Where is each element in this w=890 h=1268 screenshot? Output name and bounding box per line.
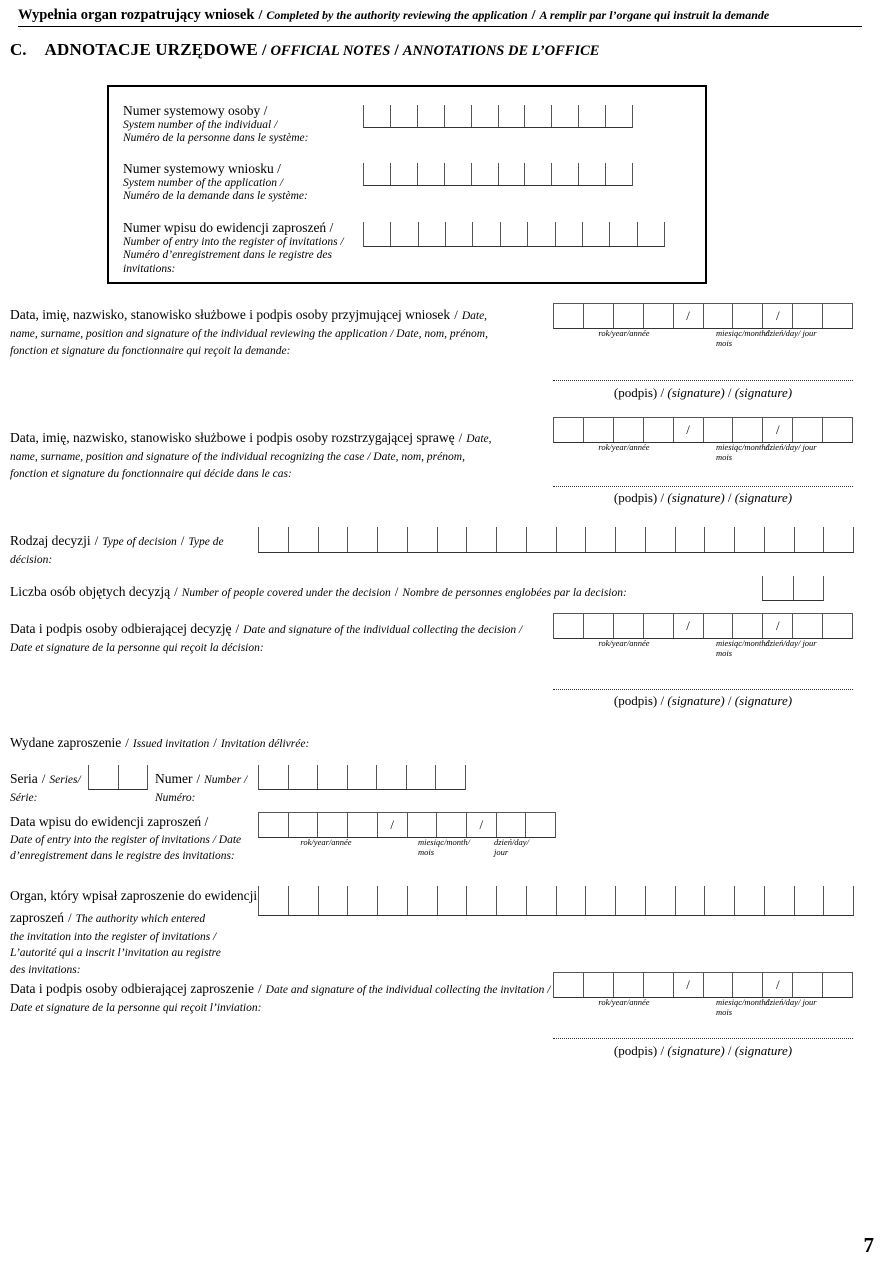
label-text-en: Date and signature of the individual collecting the decision / (243, 624, 523, 636)
invitation-collector-label (10, 977, 555, 1017)
signature-separator-1: / (660, 490, 665, 505)
page-title (10, 40, 599, 60)
date-year-cell[interactable] (614, 304, 644, 328)
input-cell[interactable] (579, 163, 606, 185)
date-day-cell[interactable] (793, 304, 823, 328)
label-line-2: Série: (10, 792, 38, 805)
date-year-cell[interactable] (614, 418, 644, 442)
label-line-fr-2: invitations: (123, 263, 176, 276)
label-line-1 (10, 977, 555, 1000)
signature-label-pl: (podpis) (613, 490, 658, 505)
input-cell[interactable] (418, 105, 445, 127)
input-cell[interactable] (364, 105, 391, 127)
input-cell[interactable] (824, 886, 853, 915)
label-separator: / (454, 307, 458, 322)
section-title-en: OFFICIAL NOTES (270, 43, 391, 59)
signature-label-fr: (signature) (734, 385, 793, 400)
register-date-input[interactable] (258, 812, 556, 838)
date-year-cell[interactable] (644, 614, 674, 638)
decision-type-input[interactable] (258, 527, 854, 553)
input-cell[interactable] (795, 527, 825, 552)
section-separator-1: / (261, 42, 267, 59)
input-cell[interactable] (391, 163, 418, 185)
date-month-cell[interactable] (733, 418, 763, 442)
input-cell[interactable] (646, 527, 676, 552)
date-caption-month: miesiąc/month/ mois (716, 638, 768, 658)
label-line-pl: Numer wpisu do ewidencji zaproszeń / (123, 220, 334, 235)
label-line-fr: Numéro de la personne dans le système: (123, 132, 309, 145)
label-text-fr: Type de (188, 536, 224, 548)
label-separator: / (458, 430, 463, 445)
section-separator-2: / (394, 42, 399, 59)
input-cell[interactable] (348, 765, 378, 789)
input-cell[interactable] (795, 886, 825, 915)
label-text-en: Series/ (49, 774, 81, 786)
series-input[interactable] (88, 765, 148, 790)
invitation-collector-date-group (553, 972, 853, 1024)
date-month-cell[interactable] (408, 813, 438, 837)
date-year-cell[interactable] (644, 973, 674, 997)
label-line-1 (155, 767, 265, 790)
label-separator-1: / (94, 533, 99, 548)
label-line-2 (10, 906, 260, 929)
input-cell[interactable] (438, 527, 468, 552)
input-cell[interactable] (552, 163, 579, 185)
input-cell[interactable] (259, 886, 289, 915)
input-cell[interactable] (378, 886, 408, 915)
label-separator-1: / (174, 584, 178, 599)
label-line-2: décision: (10, 554, 53, 567)
label-line-1 (10, 529, 260, 552)
deciding-officer-signature-line[interactable] (553, 486, 853, 487)
label-line-1: Organ, który wpisał zaproszenie do ewidencji (10, 888, 258, 903)
date-caption-day: dzień/day/ jour (765, 442, 817, 452)
date-captions (258, 838, 556, 864)
date-year-cell[interactable] (614, 614, 644, 638)
signature-label-fr: (signature) (734, 693, 793, 708)
date-caption-year: rok/year/année (598, 328, 650, 338)
issuing-authority-label (10, 886, 260, 979)
header-label-pl: Wypełnia organ rozpatrujący wniosek (18, 7, 255, 23)
input-cell[interactable] (289, 765, 319, 789)
page-number: 7 (863, 1233, 874, 1257)
decision-collector-label (10, 617, 555, 657)
system-numbers-box (107, 85, 707, 284)
label-separator-1: / (196, 771, 201, 786)
date-separator-slash: / (763, 418, 793, 442)
label-separator: / (235, 621, 240, 636)
input-cell[interactable] (556, 222, 583, 246)
input-cell[interactable] (364, 222, 391, 246)
input-cell[interactable] (557, 527, 587, 552)
input-cell[interactable] (676, 527, 706, 552)
label-text-pl: Data, imię, nazwisko, stanowisko służbowe i podpis osoby przyjmującej wniosek (10, 307, 451, 322)
label-text-pl: zaproszeń (10, 909, 64, 925)
label-line-2: Date et signature de la personne qui reçoit l’inviation: (10, 1002, 262, 1015)
label-line-3: fonction et signature du fonctionnaire qui reçoit la demande: (10, 344, 291, 357)
input-cell[interactable] (348, 886, 378, 915)
date-year-cell[interactable] (584, 304, 614, 328)
input-cell[interactable] (436, 765, 465, 789)
label-line-en: Number of entry into the register of invitations / (123, 235, 344, 248)
date-separator-slash: / (467, 813, 497, 837)
label-line-5: des invitations: (10, 964, 81, 977)
date-captions (553, 443, 853, 469)
deciding-officer-date-group (553, 417, 853, 469)
label-text-pl: Wydane zaproszenie (10, 735, 122, 750)
label-line-fr: Numéro de la demande dans le système: (123, 190, 308, 203)
signature-label-en: (signature) (667, 1043, 725, 1058)
section-letter: C. (10, 40, 27, 59)
system-number-application-label (123, 161, 363, 204)
label-line-3: the invitation into the register of invitations / (10, 930, 217, 943)
label-separator-2: / (213, 735, 217, 750)
input-cell[interactable] (467, 527, 497, 552)
input-cell[interactable] (616, 886, 646, 915)
header-separator-2: / (531, 8, 536, 23)
date-captions (553, 329, 853, 355)
date-month-cell[interactable] (704, 304, 734, 328)
receiving-officer-date-input[interactable] (553, 303, 853, 329)
input-cell[interactable] (259, 527, 289, 552)
input-cell[interactable] (586, 527, 616, 552)
date-year-cell[interactable] (644, 418, 674, 442)
input-cell[interactable] (497, 886, 527, 915)
signature-label-en: (signature) (667, 490, 725, 505)
date-year-cell[interactable] (348, 813, 378, 837)
label-separator: / (258, 981, 262, 996)
invitation-collector-signature-line[interactable] (553, 1038, 853, 1039)
date-month-cell[interactable] (733, 973, 763, 997)
input-cell[interactable] (586, 886, 616, 915)
date-caption-year: rok/year/année (598, 442, 650, 452)
invitation-number-label (155, 767, 265, 807)
signature-separator-1: / (660, 1043, 665, 1058)
signature-separator-2: / (727, 693, 732, 708)
input-cell[interactable] (579, 105, 606, 127)
input-cell[interactable] (705, 886, 735, 915)
label-line-1: Data wpisu do ewidencji zaproszeń / (10, 814, 209, 829)
label-line-pl: Numer systemowy wniosku / (123, 161, 281, 176)
label-text-fr: Invitation délivrée: (220, 738, 310, 750)
input-cell[interactable] (408, 527, 438, 552)
input-cell[interactable] (445, 163, 472, 185)
invitation-collector-signature-caption (553, 1043, 853, 1059)
deciding-officer-signature-caption (553, 490, 853, 506)
section-title-fr: ANNOTATIONS DE L’OFFICE (402, 43, 600, 59)
date-year-cell[interactable] (614, 973, 644, 997)
label-separator-1: / (41, 771, 46, 786)
date-separator-slash: / (378, 813, 408, 837)
input-cell[interactable] (348, 527, 378, 552)
label-line-1 (10, 731, 610, 754)
date-separator-slash: / (674, 973, 704, 997)
date-year-cell[interactable] (554, 614, 584, 638)
input-cell[interactable] (610, 222, 637, 246)
label-separator-2: / (180, 533, 185, 548)
date-year-cell[interactable] (584, 418, 614, 442)
input-cell[interactable] (525, 105, 552, 127)
input-cell[interactable] (824, 527, 853, 552)
date-caption-year: rok/year/année (300, 837, 352, 847)
input-cell[interactable] (638, 222, 664, 246)
signature-label-pl: (podpis) (613, 385, 658, 400)
date-year-cell[interactable] (554, 418, 584, 442)
input-cell[interactable] (583, 222, 610, 246)
label-text-en: Issued invitation (132, 738, 210, 750)
header-label-fr: A remplir par l’organe qui instruit la demande (539, 8, 770, 22)
date-month-cell[interactable] (733, 304, 763, 328)
input-cell[interactable] (472, 105, 499, 127)
date-separator-slash: / (763, 304, 793, 328)
input-cell[interactable] (438, 886, 468, 915)
date-year-cell[interactable] (584, 973, 614, 997)
signature-label-pl: (podpis) (613, 1043, 658, 1058)
receiving-officer-label (10, 303, 550, 360)
signature-separator-1: / (660, 693, 665, 708)
label-line-en: System number of the application / (123, 176, 284, 189)
label-line-1 (10, 426, 550, 449)
input-cell[interactable] (499, 105, 526, 127)
label-text-fr: Nombre de personnes englobées par la decision: (402, 587, 627, 599)
label-line-2: Date et signature de la personne qui reçoit la décision: (10, 642, 264, 655)
decision-collector-signature-line[interactable] (553, 689, 853, 690)
input-cell[interactable] (557, 886, 587, 915)
signature-label-pl: (podpis) (613, 693, 658, 708)
input-cell[interactable] (391, 105, 418, 127)
input-cell[interactable] (525, 163, 552, 185)
label-text-pl: Liczba osób objętych decyzją (10, 584, 171, 599)
date-day-cell[interactable] (823, 304, 852, 328)
signature-separator-2: / (727, 385, 732, 400)
label-text-en: Number / (204, 774, 248, 786)
input-cell[interactable] (289, 886, 319, 915)
input-cell[interactable] (527, 527, 557, 552)
date-captions (553, 639, 853, 665)
input-cell[interactable] (378, 527, 408, 552)
input-cell[interactable] (606, 105, 632, 127)
date-month-cell[interactable] (733, 614, 763, 638)
header-separator-1: / (258, 8, 263, 23)
people-count-input[interactable] (762, 576, 824, 601)
input-cell[interactable] (419, 222, 446, 246)
input-cell[interactable] (765, 886, 795, 915)
date-caption-day: dzień/day/ jour (765, 997, 817, 1007)
date-year-cell[interactable] (554, 304, 584, 328)
input-cell[interactable] (408, 886, 438, 915)
date-caption-year: rok/year/année (598, 997, 650, 1007)
date-day-cell[interactable] (497, 813, 527, 837)
input-cell[interactable] (763, 576, 794, 600)
input-cell[interactable] (735, 527, 765, 552)
date-day-cell[interactable] (793, 973, 823, 997)
input-cell[interactable] (472, 163, 499, 185)
date-year-cell[interactable] (644, 304, 674, 328)
label-text-en: The authority which entered (75, 912, 206, 925)
label-line-1 (10, 580, 750, 603)
date-caption-day: dzień/day/ jour (765, 328, 817, 338)
signature-label-fr: (signature) (734, 1043, 793, 1058)
label-separator-2: / (394, 584, 399, 599)
decision-collector-date-group (553, 613, 853, 665)
label-line-1 (10, 617, 555, 640)
date-year-cell[interactable] (318, 813, 348, 837)
date-day-cell[interactable] (793, 614, 823, 638)
label-separator: / (67, 909, 72, 925)
system-number-person-input[interactable] (363, 105, 633, 128)
input-cell[interactable] (319, 886, 349, 915)
label-text-pl: Data i podpis osoby odbierającej decyzję (10, 621, 232, 636)
decision-collector-date-input[interactable] (553, 613, 853, 639)
date-month-cell[interactable] (704, 418, 734, 442)
input-cell[interactable] (318, 765, 348, 789)
date-caption-day: dzień/day/ jour (494, 837, 529, 857)
label-line-fr: Numéro d’enregistrement dans le registre des (123, 249, 332, 262)
date-caption-year: rok/year/année (598, 638, 650, 648)
input-cell[interactable] (735, 886, 765, 915)
receiving-officer-signature-line[interactable] (553, 380, 853, 381)
date-year-cell[interactable] (584, 614, 614, 638)
deciding-officer-date-input[interactable] (553, 417, 853, 443)
date-caption-month: miesiąc/month/ mois (716, 442, 768, 462)
input-cell[interactable] (319, 527, 349, 552)
date-day-cell[interactable] (823, 418, 852, 442)
input-cell[interactable] (364, 163, 391, 185)
date-day-cell[interactable] (793, 418, 823, 442)
input-cell[interactable] (794, 576, 824, 600)
label-line-1 (10, 303, 550, 326)
date-year-cell[interactable] (554, 973, 584, 997)
signature-separator-2: / (727, 1043, 732, 1058)
date-month-cell[interactable] (704, 973, 734, 997)
label-line-pl: Numer systemowy osoby / (123, 103, 268, 118)
date-year-cell[interactable] (289, 813, 319, 837)
date-caption-month: miesiąc/month/ mois (716, 328, 768, 348)
decision-type-label (10, 529, 260, 569)
label-text-pl: Data i podpis osoby odbierającej zaproszenie (10, 981, 255, 996)
receiving-officer-date-group (553, 303, 853, 355)
system-number-person-label (123, 103, 363, 146)
date-separator-slash: / (763, 973, 793, 997)
input-cell[interactable] (289, 527, 319, 552)
input-cell[interactable] (89, 765, 119, 789)
register-entry-number-label (123, 220, 358, 277)
receiving-officer-signature-caption (553, 385, 853, 401)
deciding-officer-label (10, 426, 550, 483)
date-day-cell[interactable] (823, 973, 852, 997)
input-cell[interactable] (552, 105, 579, 127)
input-cell[interactable] (765, 527, 795, 552)
date-caption-month: miesiąc/month/ mois (716, 997, 768, 1017)
invitation-collector-date-input[interactable] (553, 972, 853, 998)
input-cell[interactable] (445, 105, 472, 127)
input-cell[interactable] (501, 222, 528, 246)
input-cell[interactable] (259, 765, 289, 789)
label-text-en: Date, (461, 310, 488, 322)
label-text-en: Number of people covered under the decision (181, 587, 391, 599)
issued-invitation-label (10, 731, 610, 754)
signature-label-en: (signature) (667, 693, 725, 708)
label-text-pl: Rodzaj decyzji (10, 533, 91, 548)
decision-collector-signature-caption (553, 693, 853, 709)
date-year-cell[interactable] (259, 813, 289, 837)
input-cell[interactable] (676, 886, 706, 915)
label-line-3: d’enregistrement dans le registre des invitations: (10, 850, 235, 863)
register-entry-number-input[interactable] (363, 222, 665, 247)
label-line-en: System number of the individual / (123, 118, 278, 131)
date-separator-slash: / (763, 614, 793, 638)
signature-separator-2: / (727, 490, 732, 505)
label-text-pl: Numer (155, 771, 193, 786)
input-cell[interactable] (616, 527, 646, 552)
label-text-en: Date, (466, 433, 492, 445)
input-cell[interactable] (606, 163, 632, 185)
section-title-pl: ADNOTACJE URZĘDOWE (44, 40, 258, 59)
input-cell[interactable] (528, 222, 555, 246)
register-date-label (10, 812, 260, 865)
label-text-pl: Seria (10, 771, 38, 786)
label-line-4: L’autorité qui a inscrit l’invitation au registre (10, 947, 221, 960)
input-cell[interactable] (446, 222, 473, 246)
input-cell[interactable] (391, 222, 418, 246)
date-day-cell[interactable] (526, 813, 555, 837)
label-separator-1: / (125, 735, 129, 750)
input-cell[interactable] (377, 765, 407, 789)
input-cell[interactable] (418, 163, 445, 185)
input-cell[interactable] (499, 163, 526, 185)
system-number-application-input[interactable] (363, 163, 633, 186)
label-text-pl: Data, imię, nazwisko, stanowisko służbowe i podpis osoby rozstrzygającej sprawę (10, 430, 455, 445)
signature-separator-1: / (660, 385, 665, 400)
input-cell[interactable] (467, 886, 497, 915)
date-day-cell[interactable] (823, 614, 852, 638)
input-cell[interactable] (705, 527, 735, 552)
label-line-2: Numéro: (155, 792, 196, 805)
input-cell[interactable] (527, 886, 557, 915)
form-section-header (18, 6, 862, 27)
invitation-number-input[interactable] (258, 765, 466, 790)
signature-label-fr: (signature) (734, 490, 793, 505)
signature-label-en: (signature) (667, 385, 725, 400)
input-cell[interactable] (646, 886, 676, 915)
date-separator-slash: / (674, 418, 704, 442)
label-line-2: Date of entry into the register of invitations / Date (10, 833, 242, 846)
date-month-cell[interactable] (437, 813, 467, 837)
label-line-2: name, surname, position and signature of the individual recognizing the case / Date, nom, prénom, (10, 451, 465, 464)
label-text-en: Type of decision (102, 536, 177, 548)
people-count-label (10, 580, 750, 603)
label-line-2: name, surname, position and signature of the individual reviewing the application / Date, nom, prénom, (10, 328, 488, 341)
date-caption-month: miesiąc/month/ mois (418, 837, 470, 857)
date-separator-slash: / (674, 304, 704, 328)
label-text-en: Date and signature of the individual collecting the invitation / (265, 984, 551, 996)
date-separator-slash: / (674, 614, 704, 638)
input-cell[interactable] (119, 765, 148, 789)
input-cell[interactable] (497, 527, 527, 552)
label-line-3: fonction et signature du fonctionnaire qui décide dans le cas: (10, 467, 292, 480)
issuing-authority-input[interactable] (258, 886, 854, 916)
date-caption-day: dzień/day/ jour (765, 638, 817, 648)
date-captions (553, 998, 853, 1024)
date-month-cell[interactable] (704, 614, 734, 638)
input-cell[interactable] (407, 765, 437, 789)
input-cell[interactable] (473, 222, 500, 246)
header-label-en: Completed by the authority reviewing the application (266, 8, 528, 22)
register-date-group (258, 812, 556, 864)
